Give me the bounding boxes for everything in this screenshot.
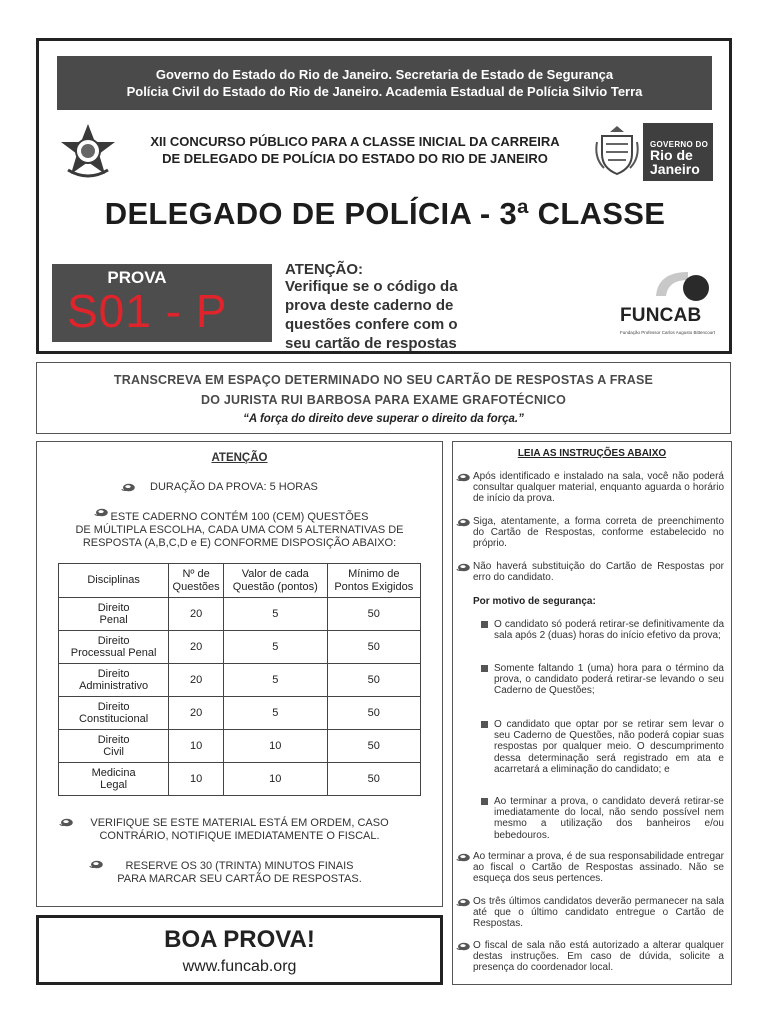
col-header-valor: [223, 564, 327, 598]
governo-rio-badge: [643, 123, 713, 181]
square-bullet-icon: [481, 721, 488, 728]
gov-badge-small-text: GOVERNO DO: [650, 140, 709, 149]
discipline-name-line-2: Legal: [100, 779, 128, 791]
caderno-line-1: ESTE CADERNO CONTÉM 100 (CEM) QUESTÕES: [110, 511, 369, 523]
valor-cell: 5: [223, 631, 327, 664]
security-item: O candidato só poderá retirar-se definitivamente da sala após 2 (duas) horas do início efetivo da prova;: [494, 619, 724, 642]
state-coat-of-arms-icon: [594, 124, 640, 178]
questoes-cell: 20: [169, 598, 224, 631]
attention-box-title: ATENÇÃO: [211, 452, 268, 464]
transcribe-line-1: TRANSCREVA EM ESPAÇO DETERMINADO NO SEU CARTÃO DE RESPOSTAS A FRASE: [113, 373, 654, 387]
discipline-name-line-2: Administrativo: [79, 680, 149, 692]
col-header-questoes: [169, 564, 224, 598]
security-title: Por motivo de segurança:: [473, 596, 596, 607]
col-header-minimo-line-2: Pontos Exigidos: [334, 580, 414, 593]
questoes-cell: 20: [169, 697, 224, 730]
instruction-item: Não haverá substituição do Cartão de Respostas por erro do candidato.: [473, 561, 724, 584]
discipline-name-line-2: Constitucional: [79, 713, 149, 725]
bullet-icon: [455, 853, 471, 862]
funcab-subtitle: Fundação Professor Carlos Augusto Bittencourt: [620, 330, 716, 335]
instruction-item: Siga, atentamente, a forma correta de preenchimento do Cartão de Respostas, conforme estabelecido no próprio.: [473, 516, 724, 550]
gov-badge-line-2: Janeiro: [650, 161, 700, 177]
funcab-logo-icon: [648, 266, 718, 306]
valor-cell: 5: [223, 697, 327, 730]
discipline-name-line-1: Direito: [97, 667, 130, 680]
col-header-questoes-line-1: Nº de: [182, 568, 210, 580]
good-luck-title: BOA PROVA!: [164, 926, 315, 953]
discipline-cell: [59, 664, 169, 697]
square-bullet-icon: [481, 665, 488, 672]
duration-text: DURAÇÃO DA PROVA: 5 HORAS: [150, 481, 318, 493]
reserve-line-1: RESERVE OS 30 (TRINTA) MINUTOS FINAIS: [125, 860, 354, 872]
caderno-line-3: RESPOSTA (A,B,C,D e E) CONFORME DISPOSIÇÃO ABAIXO:: [82, 537, 397, 549]
gov-line-1: Governo do Estado do Rio de Janeiro. Secretaria de Estado de Segurança: [155, 67, 614, 82]
discipline-name-line-1: Direito: [97, 733, 130, 746]
bullet-icon: [455, 942, 471, 951]
valor-cell: 5: [223, 664, 327, 697]
questoes-cell: 20: [169, 664, 224, 697]
col-header-minimo-line-1: Mínimo de: [348, 568, 400, 580]
gov-badge-line-1: Rio de: [650, 147, 693, 163]
minimo-cell: 50: [327, 730, 420, 763]
square-bullet-icon: [481, 621, 488, 628]
table-header-row: [59, 564, 421, 598]
attention-heading: ATENÇÃO:: [285, 261, 364, 278]
bullet-icon: [455, 518, 471, 527]
security-item: O candidato que optar por se retirar sem levar o seu Caderno de Questões, não poderá copiar suas respostas por qualquer meio. O descumprimento dessa determinação será registrado em ata e acarretará a eliminação do candidato; e: [494, 719, 724, 775]
security-item: Somente faltando 1 (uma) hora para o término da prova, o candidato poderá retirar-se levando o seu Caderno de Questões;: [494, 663, 724, 697]
table-row: [59, 664, 421, 697]
instruction-item: O fiscal de sala não está autorizado a alterar qualquer destas instruções. Em caso de dúvida, solicite a presença do coordenador local.: [473, 940, 724, 974]
discipline-cell: [59, 631, 169, 664]
col-header-minimo: [327, 564, 420, 598]
transcribe-quote: “A força do direito deve superar o direito da força.”: [243, 413, 524, 425]
transcribe-line-2: DO JURISTA RUI BARBOSA PARA EXAME GRAFOTÉCNICO: [201, 393, 566, 407]
col-header-valor-line-1: Valor de cada: [241, 568, 309, 580]
bullet-icon: [455, 473, 471, 482]
table-row: [59, 631, 421, 664]
table-row: [59, 730, 421, 763]
square-bullet-icon: [481, 798, 488, 805]
bullet-icon: [455, 563, 471, 572]
security-item: Ao terminar a prova, o candidato deverá retirar-se imediatamente do local, não sendo possível nem mesmo a utilização dos banheiros e/ou bebedouros.: [494, 796, 724, 841]
discipline-cell: [59, 730, 169, 763]
instruction-item: Ao terminar a prova, é de sua responsabilidade entregar ao fiscal o Cartão de Respostas assinado. Não se esqueça dos seus pertences.: [473, 851, 724, 885]
bullet-icon: [455, 898, 471, 907]
questoes-cell: 10: [169, 730, 224, 763]
bullet-icon: [120, 483, 136, 492]
discipline-name-line-2: Processual Penal: [70, 647, 157, 659]
verify-line-2: CONTRÁRIO, NOTIFIQUE IMEDIATAMENTE O FISCAL.: [99, 830, 380, 842]
discipline-name-line-2: Civil: [103, 746, 124, 758]
transcribe-box: [36, 362, 731, 434]
discipline-name-line-1: Direito: [97, 601, 130, 614]
discipline-name-line-1: Medicina: [91, 766, 136, 779]
discipline-cell: [59, 763, 169, 796]
col-header-valor-line-2: Questão (pontos): [232, 580, 318, 593]
instruction-item: Os três últimos candidatos deverão permanecer na sala até que o último candidato entregue o Cartão de Respostas.: [473, 896, 724, 930]
discipline-cell: [59, 598, 169, 631]
police-emblem-icon: [58, 122, 118, 182]
minimo-cell: 50: [327, 763, 420, 796]
discipline-cell: [59, 697, 169, 730]
attention-text: Verifique se o código da prova deste caderno de questões confere com o seu cartão de respostas: [285, 278, 458, 352]
verify-line-1: VERIFIQUE SE ESTE MATERIAL ESTÁ EM ORDEM, CASO: [90, 817, 389, 829]
discipline-name-line-1: Direito: [97, 700, 130, 713]
questoes-cell: 10: [169, 763, 224, 796]
website-link[interactable]: www.funcab.org: [182, 958, 297, 975]
instructions-title: LEIA AS INSTRUÇÕES ABAIXO: [517, 448, 667, 459]
minimo-cell: 50: [327, 664, 420, 697]
page-title: DELEGADO DE POLÍCIA - 3ª CLASSE: [104, 196, 666, 231]
minimo-cell: 50: [327, 598, 420, 631]
government-banner: [57, 56, 712, 110]
instruction-item: Após identificado e instalado na sala, você não poderá consultar qualquer material, enquanto aguarda o horário de início da prova.: [473, 471, 724, 505]
caderno-text: [36, 511, 443, 550]
good-luck-box: [36, 915, 443, 985]
table-row: [59, 697, 421, 730]
table-row: [59, 598, 421, 631]
verify-text: [36, 817, 443, 843]
contest-title: [110, 133, 600, 167]
valor-cell: 10: [223, 730, 327, 763]
minimo-cell: 50: [327, 697, 420, 730]
gov-line-2: Polícia Civil do Estado do Rio de Janeiro. Academia Estadual de Polícia Silvio Terra: [126, 84, 643, 99]
discipline-name-line-2: Penal: [99, 614, 128, 626]
valor-cell: 5: [223, 598, 327, 631]
exam-code: S01 - P: [67, 285, 228, 337]
caderno-line-2: DE MÚLTIPLA ESCOLHA, CADA UMA COM 5 ALTERNATIVAS DE: [75, 524, 404, 536]
funcab-name: FUNCAB: [620, 305, 702, 326]
minimo-cell: 50: [327, 631, 420, 664]
col-header-questoes-line-2: Questões: [172, 580, 220, 593]
discipline-name-line-1: Direito: [97, 634, 130, 647]
contest-line-2: DE DELEGADO DE POLÍCIA DO ESTADO DO RIO DE JANEIRO: [162, 151, 548, 166]
disciplines-table: [58, 563, 421, 796]
reserve-line-2: PARA MARCAR SEU CARTÃO DE RESPOSTAS.: [117, 873, 362, 885]
reserve-text: [36, 860, 443, 886]
valor-cell: 10: [223, 763, 327, 796]
table-row: [59, 763, 421, 796]
contest-line-1: XII CONCURSO PÚBLICO PARA A CLASSE INICIAL DA CARREIRA: [150, 134, 560, 149]
questoes-cell: 20: [169, 631, 224, 664]
col-header-disciplinas: Disciplinas: [59, 564, 169, 598]
exam-label: PROVA: [107, 268, 167, 287]
